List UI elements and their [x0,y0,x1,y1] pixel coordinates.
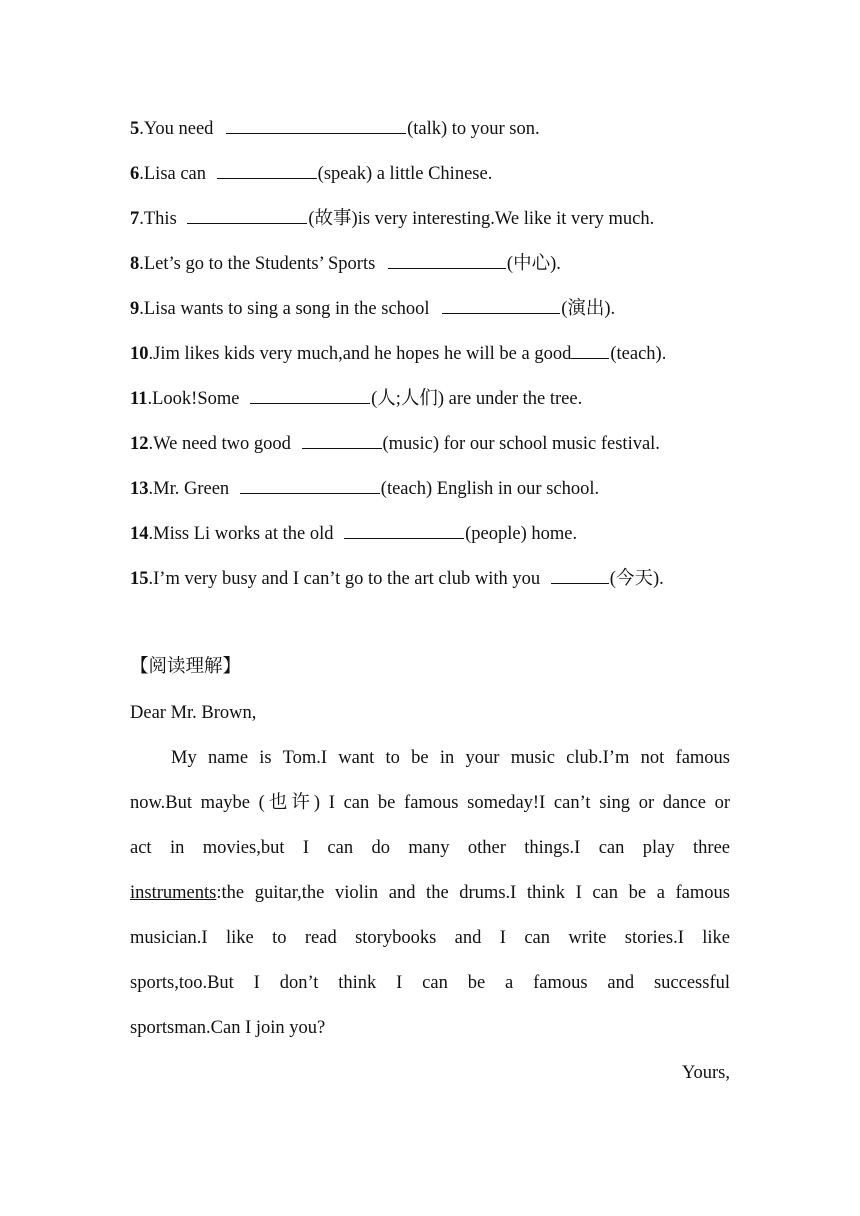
exercise-hint: (今天). [609,569,664,589]
exercise-hint: (故事)is very interesting.We like it very much. [308,209,655,229]
exercise-10 [130,340,666,366]
exercise-number: 10 [130,344,149,364]
exercise-hint: (speak) a little Chinese. [317,164,493,184]
answer-blank[interactable] [217,160,317,179]
exercise-number: 5 [130,119,140,139]
exercise-text: .Let’s go to the Students’ Sports [139,254,380,274]
exercise-number: 6 [130,164,140,184]
exercise-6 [130,160,492,186]
answer-blank[interactable] [240,475,380,494]
section-heading: 【阅读理解】 [130,657,242,677]
exercise-hint: (演出). [561,299,616,319]
exercise-number: 8 [130,254,140,274]
exercise-hint: (人;人们) are under the tree. [371,389,583,409]
exercise-13 [130,475,599,501]
exercise-text: .This [139,209,182,229]
exercise-text: .We need two good [148,434,296,454]
exercise-14 [130,520,577,546]
answer-blank[interactable] [551,565,609,584]
underlined-word: instruments [130,883,217,903]
exercise-5 [130,115,540,141]
exercise-text: .Lisa wants to sing a song in the school [139,299,435,319]
answer-blank[interactable] [302,430,382,449]
passage-line: act in movies,but I can do many other things.I can play three [130,838,730,858]
exercise-number: 12 [130,434,149,454]
exercise-text: .Lisa can [139,164,211,184]
passage-line: sportsman.Can I join you? [130,1018,326,1038]
passage-line: musician.I like to read storybooks and I can write stories.I like [130,928,730,948]
exercise-number: 15 [130,569,149,589]
answer-blank[interactable] [250,385,370,404]
answer-blank[interactable] [388,250,506,269]
letter-salutation: Dear Mr. Brown, [130,703,257,723]
answer-blank[interactable] [187,205,307,224]
exercise-text: .Miss Li works at the old [148,524,339,544]
exercise-text: .You need [139,119,219,139]
exercise-text: .Mr. Green [148,479,234,499]
exercise-hint: (teach) English in our school. [380,479,600,499]
letter-signoff: Yours, [682,1063,730,1083]
exercise-number: 9 [130,299,140,319]
exercise-text: .Look!Some [147,389,245,409]
exercise-9 [130,295,615,321]
exercise-hint: (teach). [610,344,667,364]
exercise-12 [130,430,660,456]
exercise-hint: (people) home. [465,524,578,544]
exercise-number: 14 [130,524,149,544]
exercise-hint: (talk) to your son. [407,119,540,139]
exercise-7 [130,205,654,231]
exercise-hint: (中心). [506,254,561,274]
exercise-text: .I’m very busy and I can’t go to the art club with you [148,569,545,589]
passage-line [130,881,730,905]
exercise-number: 7 [130,209,140,229]
exercise-8 [130,250,561,276]
exercise-15 [130,565,664,591]
passage-line-rest: :the guitar,the violin and the drums.I think I can be a famous [216,883,730,903]
passage-line: sports,too.But I don’t think I can be a famous and successful [130,973,730,993]
exercise-11 [130,385,582,411]
exercise-number: 13 [130,479,149,499]
exercise-hint: (music) for our school music festival. [382,434,660,454]
passage-line: My name is Tom.I want to be in your music club.I’m not famous [171,748,730,768]
answer-blank[interactable] [226,115,406,134]
answer-blank[interactable] [442,295,560,314]
exercise-text: .Jim likes kids very much,and he hopes he will be a good [148,344,572,364]
answer-blank[interactable] [344,520,464,539]
exercise-number: 11 [130,389,148,409]
passage-line: now.But maybe (也许) I can be famous someday!I can’t sing or dance or [130,793,730,813]
answer-blank[interactable] [571,340,609,359]
